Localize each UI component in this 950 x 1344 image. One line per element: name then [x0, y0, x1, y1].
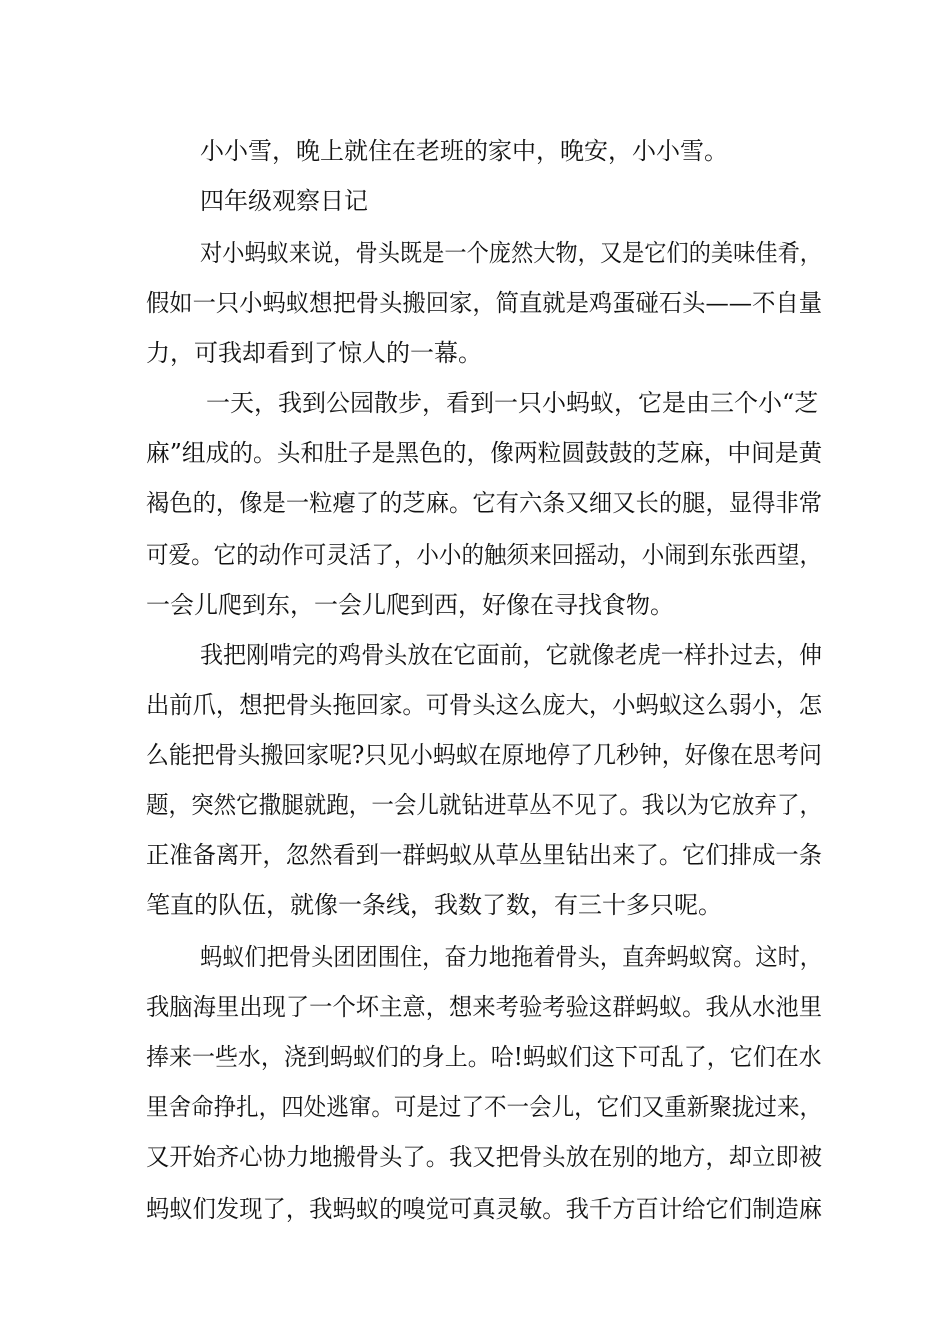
diary-title: 四年级观察日记	[200, 187, 368, 215]
text-line: 正准备离开，忽然看到一群蚂蚁从草丛里钻出来了。它们排成一条	[146, 841, 823, 869]
text-line: 一天，我到公园散步，看到一只小蚂蚁，它是由三个小“芝	[206, 389, 819, 417]
text-line: 力，可我却看到了惊人的一幕。	[146, 339, 482, 367]
text-line: 又开始齐心协力地搬骨头了。我又把骨头放在别的地方，却立即被	[146, 1143, 823, 1171]
text-line: 褐色的，像是一粒瘪了的芝麻。它有六条又细又长的腿，显得非常	[146, 489, 823, 517]
text-line: 小小雪，晚上就住在老班的家中，晚安，小小雪。	[200, 137, 728, 165]
text-line: 捧来一些水，浇到蚂蚁们的身上。哈!蚂蚁们这下可乱了，它们在水	[146, 1043, 822, 1071]
text-line: 出前爪，想把骨头拖回家。可骨头这么庞大，小蚂蚁这么弱小，怎	[146, 691, 823, 719]
text-line: 么能把骨头搬回家呢?只见小蚂蚁在原地停了几秒钟，好像在思考问	[146, 741, 822, 769]
text-line: 里舍命挣扎，四处逃窜。可是过了不一会儿，它们又重新聚拢过来，	[146, 1093, 823, 1121]
text-line: 对小蚂蚁来说，骨头既是一个庞然大物，又是它们的美味佳肴，	[200, 239, 823, 267]
text-line: 笔直的队伍，就像一条线，我数了数，有三十多只呢。	[146, 891, 722, 919]
text-line: 蚂蚁们发现了，我蚂蚁的嗅觉可真灵敏。我千方百计给它们制造麻	[146, 1195, 823, 1223]
text-line: 麻”组成的。头和肚子是黑色的，像两粒圆鼓鼓的芝麻，中间是黄	[146, 439, 823, 467]
text-line: 蚂蚁们把骨头团团围住，奋力地拖着骨头，直奔蚂蚁窝。这时，	[200, 943, 823, 971]
text-line: 一会儿爬到东，一会儿爬到西，好像在寻找食物。	[146, 591, 674, 619]
text-line: 假如一只小蚂蚁想把骨头搬回家，简直就是鸡蛋碰石头——不自量	[146, 289, 823, 317]
text-line: 我把刚啃完的鸡骨头放在它面前，它就像老虎一样扑过去，伸	[200, 641, 823, 669]
text-line: 可爱。它的动作可灵活了，小小的触须来回摇动，小闹到东张西望，	[146, 541, 823, 569]
text-line: 我脑海里出现了一个坏主意，想来考验考验这群蚂蚁。我从水池里	[146, 993, 823, 1021]
text-line: 题，突然它撒腿就跑，一会儿就钻进草丛不见了。我以为它放弃了，	[146, 791, 823, 819]
